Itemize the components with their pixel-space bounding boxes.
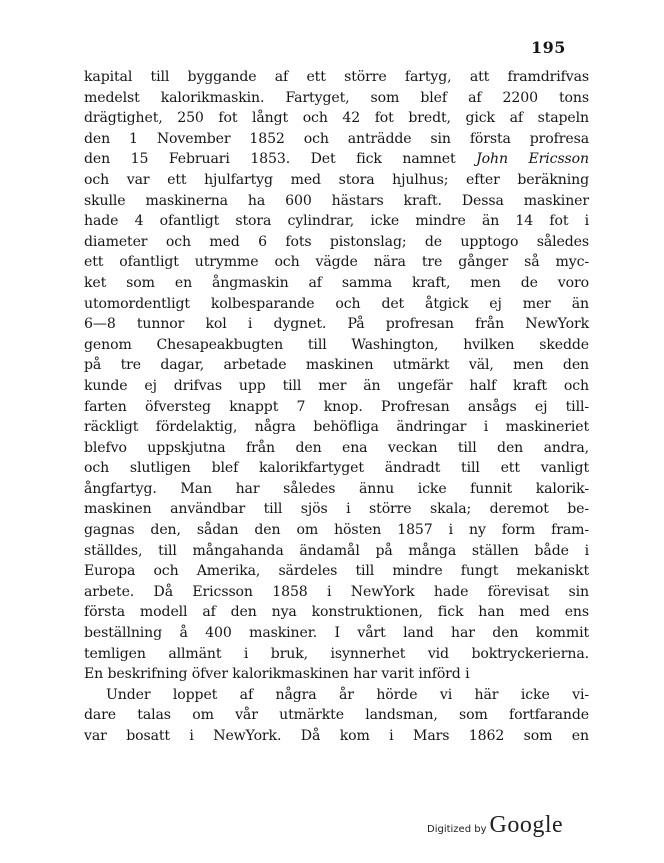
digitized-label: Digitized by [427,824,487,835]
text-line: blefvo uppskjutna från den ena veckan till den andra, [84,439,589,456]
text-line: kunde ej drifvas upp till mer än ungefär half kraft och [84,377,589,394]
text-line: dare talas om vår utmärkte landsman, som fortfarande [84,707,589,724]
text-line: var bosatt i NewYork. Då kom i Mars 1862 som en [84,728,589,744]
text-line: ett ofantligt utrymme och vägde nära tre gånger så myc- [84,254,589,271]
text-line: den 1 November 1852 och anträdde sin första profresa [84,130,589,147]
text-line: farten öfversteg knappt 7 knop. Profresan ansågs ej till- [84,398,589,415]
text-line: ställdes, till mångahanda ändamål på många ställen både i [84,542,589,559]
text-line: ångfartyg. Man har således ännu icke funnit kalorik- [84,480,589,497]
text-line: kapital till byggande af ett större fartyg, att framdrifvas [84,69,589,85]
text-line: räckligt fördelaktig, några behöfliga ändringar i maskineriet [84,419,589,436]
text-line: genom Chesapeakbugten till Washington, hvilken skedde [84,336,589,353]
text-line: hade 4 ofantligt stora cylindrar, icke mindre än 14 fot i [84,213,589,230]
text-line: diameter och med 6 fots pistonslag; de upptogo således [84,233,589,250]
text-line: och slutligen blef kalorikfartyget ändradt till ett vanligt [84,460,589,477]
body-text [84,67,589,747]
text-line: beställning å 400 maskiner. I vårt land har den kommit [84,625,589,642]
paragraph-start-line: Under loppet af några år hörde vi här icke vi- [106,686,589,703]
text-line: En beskrifning öfver kalorikmaskinen har varit införd i [84,666,470,683]
text-line: Europa och Amerika, särdeles till mindre fungt mekaniskt [84,563,589,580]
text-line: medelst kalorikmaskin. Fartyget, som blef af 2200 tons [84,89,589,106]
text-line-with-ship-name [84,149,589,170]
text-line: temligen allmänt i bruk, isynnerhet vid boktryckerierna. [84,645,589,662]
text-line: maskinen användbar till sjös i större skala; deremot be- [84,501,589,518]
text-line: och var ett hjulfartyg med stora hjulhus; efter beräkning [84,171,589,188]
digitized-by-google-watermark [427,812,563,842]
text-line: första modell af den nya konstruktionen, fick han med ens [84,604,589,621]
text-line: arbete. Då Ericsson 1858 i NewYork hade förevisat sin [84,583,589,600]
text-line: 6—8 tunnor kol i dygnet. På profresan från NewYork [84,316,589,333]
text-line: drägtighet, 250 fot långt och 42 fot bredt, gick af stapeln [84,110,589,127]
text-line: skulle maskinerna ha 600 hästars kraft. Dessa maskiner [84,192,589,209]
text-line: gagnas den, sådan den om hösten 1857 i ny form fram- [84,522,589,539]
ship-name: John Ericsson [476,151,589,168]
google-logo: Google [489,812,564,838]
line-text: den 15 Februari 1853. Det fick namnet [84,151,477,168]
text-line: ket som en ångmaskin af samma kraft, men de voro [84,274,589,291]
text-line: på tre dagar, arbetade maskinen utmärkt väl, men den [84,357,589,374]
page-number: 195 [531,38,566,57]
text-line: utomordentligt kolbesparande och det åtgick ej mer än [84,295,589,312]
